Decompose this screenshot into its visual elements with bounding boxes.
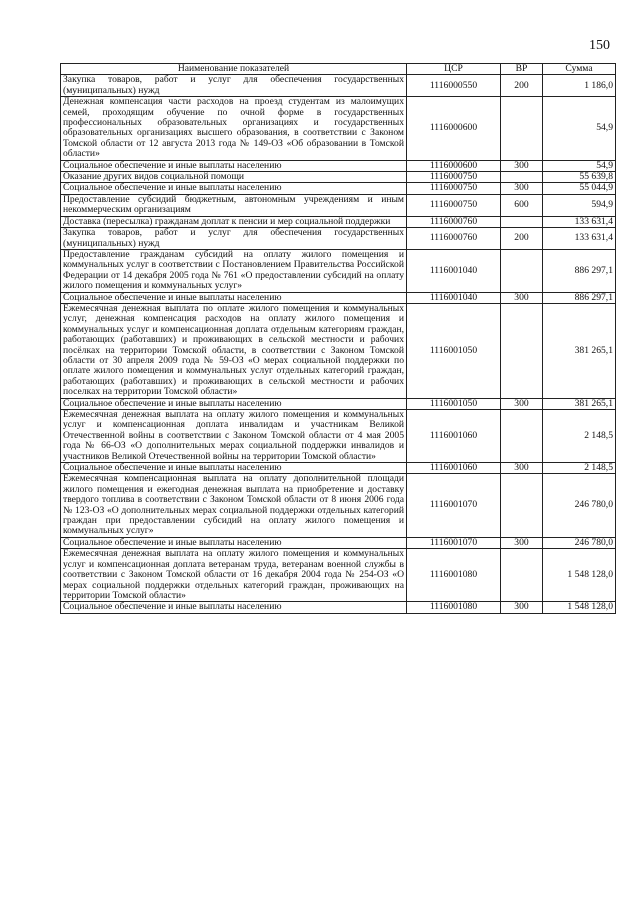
table-body [61,75,616,613]
cell-sum: 2 148,5 [543,410,616,463]
table-row [61,303,616,398]
cell-sum: 133 631,4 [543,216,616,227]
table-row [61,602,616,613]
table-row [61,172,616,183]
table-row [61,228,616,250]
cell-vr: 300 [501,160,543,171]
cell-csr: 1116001050 [407,398,501,409]
cell-name: Доставка (пересылка) гражданам доплат к пенсии и мер социальной поддержки [61,216,407,227]
table-row [61,194,616,216]
table-row [61,463,616,474]
cell-sum: 1 548 128,0 [543,549,616,602]
table-row [61,410,616,463]
cell-csr: 1116001040 [407,249,501,292]
cell-sum: 54,9 [543,97,616,160]
cell-sum: 2 148,5 [543,463,616,474]
header-vr: ВР [501,64,543,75]
cell-name: Социальное обеспечение и иные выплаты населению [61,292,407,303]
cell-csr: 1116000750 [407,183,501,194]
cell-csr: 1116000550 [407,75,501,97]
cell-vr: 200 [501,228,543,250]
cell-vr [501,172,543,183]
table-header-row [61,64,616,75]
cell-name: Социальное обеспечение и иные выплаты населению [61,183,407,194]
cell-csr: 1116000750 [407,194,501,216]
cell-csr: 1116001060 [407,410,501,463]
cell-vr [501,474,543,537]
cell-vr [501,97,543,160]
cell-name: Социальное обеспечение и иные выплаты населению [61,463,407,474]
cell-sum: 54,9 [543,160,616,171]
cell-vr: 300 [501,602,543,613]
cell-vr [501,410,543,463]
cell-name: Социальное обеспечение и иные выплаты населению [61,160,407,171]
cell-name: Предоставление гражданам субсидий на оплату жилого помещения и коммунальных услуг в соответствии с Постановлением Правительства Российской Федерации от 14 декабря 2005 года № 761 «О предоставлении субсидий на оплату жилого помещения и коммунальных услуг» [61,249,407,292]
table-row [61,75,616,97]
cell-sum: 133 631,4 [543,228,616,250]
table-row [61,216,616,227]
table-row [61,183,616,194]
cell-name: Закупка товаров, работ и услуг для обеспечения государственных (муниципальных) нужд [61,75,407,97]
cell-vr [501,249,543,292]
table-row [61,160,616,171]
cell-name: Социальное обеспечение и иные выплаты населению [61,398,407,409]
cell-name: Предоставление субсидий бюджетным, автономным учреждениям и иным некоммерческим организациям [61,194,407,216]
cell-vr: 300 [501,537,543,548]
header-csr: ЦСР [407,64,501,75]
cell-sum: 1 186,0 [543,75,616,97]
table-row [61,537,616,548]
cell-vr: 300 [501,398,543,409]
cell-vr: 200 [501,75,543,97]
table-row [61,474,616,537]
cell-name: Денежная компенсация части расходов на проезд студентам из малоимущих семей, проходящим обучение по очной форме в государственных профессиональных образовательных организациях и государственных образовательных организациях высшего образования, в соответствии с Законом Томской области от 12 августа 2013 года № 149-ОЗ «Об образовании в Томской области» [61,97,407,160]
cell-vr [501,216,543,227]
cell-csr: 1116000760 [407,216,501,227]
header-sum: Сумма [543,64,616,75]
cell-csr: 1116000750 [407,172,501,183]
cell-vr: 600 [501,194,543,216]
cell-sum: 246 780,0 [543,537,616,548]
cell-name: Ежемесячная денежная выплата на оплату жилого помещения и коммунальных услуг и компенсационная доплата ветеранам труда, ветеранам военной службы в соответствии с Законом Томской области от 16 декабря 2004 года № 254-ОЗ «О мерах социальной поддержки отдельных категорий граждан, проживающих на территории Томской области» [61,549,407,602]
table-row [61,97,616,160]
cell-sum: 381 265,1 [543,303,616,398]
cell-csr: 1116001040 [407,292,501,303]
cell-name: Социальное обеспечение и иные выплаты населению [61,602,407,613]
cell-csr: 1116001080 [407,602,501,613]
cell-vr [501,549,543,602]
cell-sum: 594,9 [543,194,616,216]
table-row [61,292,616,303]
table-row [61,549,616,602]
cell-vr: 300 [501,463,543,474]
cell-csr: 1116001080 [407,549,501,602]
cell-csr: 1116001050 [407,303,501,398]
cell-name: Оказание других видов социальной помощи [61,172,407,183]
cell-sum: 381 265,1 [543,398,616,409]
budget-table [60,63,616,614]
cell-sum: 55 639,8 [543,172,616,183]
cell-name: Социальное обеспечение и иные выплаты населению [61,537,407,548]
cell-name: Ежемесячная компенсационная выплата на оплату дополнительной площади жилого помещения и ежегодная денежная выплата на приобретение и доставку твердого топлива в соответствии с Законом Томской области от 8 июня 2006 года № 123-ОЗ «О дополнительных мерах социальной поддержки отдельных категорий граждан при предоставлении субсидий на оплату жилого помещения и коммунальных услуг» [61,474,407,537]
cell-vr: 300 [501,292,543,303]
cell-name: Закупка товаров, работ и услуг для обеспечения государственных (муниципальных) нужд [61,228,407,250]
cell-name: Ежемесячная денежная выплата по оплате жилого помещения и коммунальных услуг, денежная компенсация расходов на оплату жилого помещения и коммунальных услуг и компенсационная доплата отдельным категориям граждан, работающих (работавших) и проживающих в сельской местности и рабочих посёлках на территории Томской области, в соответствии с Законом Томской области от 30 апреля 2009 года № 59-ОЗ «О мерах социальной поддержки по оплате жилого помещения и коммунальных услуг отдельных категорий граждан, работающих (работавших) и проживающих в сельской местности и рабочих поселках на территории Томской области» [61,303,407,398]
cell-csr: 1116000600 [407,160,501,171]
table-row [61,249,616,292]
cell-vr [501,303,543,398]
cell-sum: 55 044,9 [543,183,616,194]
cell-vr: 300 [501,183,543,194]
cell-csr: 1116000600 [407,97,501,160]
header-name: Наименование показателей [61,64,407,75]
cell-csr: 1116001060 [407,463,501,474]
page-number: 150 [589,38,610,53]
cell-csr: 1116001070 [407,537,501,548]
cell-sum: 886 297,1 [543,249,616,292]
cell-name: Ежемесячная денежная выплата на оплату жилого помещения и коммунальных услуг и компенсационная доплата инвалидам и участникам Великой Отечественной войны в соответствии с Законом Томской области от 4 мая 2005 года № 66-ОЗ «О дополнительных мерах социальной поддержки инвалидов и участников Великой Отечественной войны на территории Томской области» [61,410,407,463]
cell-csr: 1116000760 [407,228,501,250]
cell-sum: 886 297,1 [543,292,616,303]
cell-sum: 246 780,0 [543,474,616,537]
table-row [61,398,616,409]
cell-csr: 1116001070 [407,474,501,537]
cell-sum: 1 548 128,0 [543,602,616,613]
